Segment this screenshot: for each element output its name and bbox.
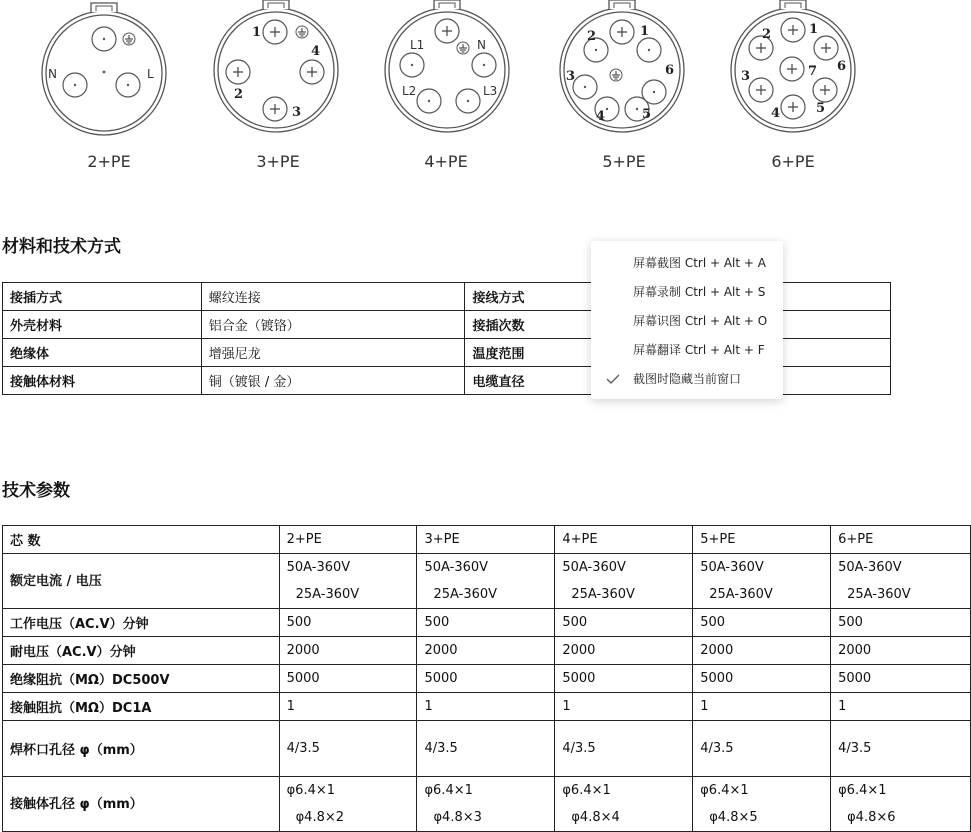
table-cell: 50A-360V 25A-360V (279, 554, 417, 609)
connector-label: 2+PE (87, 152, 131, 171)
table-cell: 2000 (831, 637, 971, 665)
table-cell: 4/3.5 (831, 721, 971, 777)
table-cell: 工作电压（AC.V）分钟 (3, 609, 280, 637)
params-table (2, 525, 971, 832)
table-cell: 接触体孔径 φ（mm） (3, 777, 280, 832)
table-row (3, 637, 971, 665)
table-cell: 50A-360V 25A-360V (555, 554, 693, 609)
table-cell: 5000 (831, 665, 971, 693)
connector-3pe (214, 0, 338, 132)
table-cell: 1 (831, 693, 971, 721)
svg-text:2: 2 (587, 29, 597, 44)
table-row (3, 609, 971, 637)
svg-text:4: 4 (771, 106, 781, 121)
menu-item-label: 截图时隐藏当前窗口 (633, 372, 742, 386)
table-cell: 绝缘阻抗（MΩ）DC500V (3, 665, 280, 693)
connector-label: 6+PE (771, 152, 815, 171)
svg-text:1: 1 (252, 25, 262, 40)
table-cell: 增强尼龙 (201, 339, 465, 367)
table-cell: 4/3.5 (417, 721, 555, 777)
table-header: 2+PE (279, 526, 417, 554)
table-cell: 绝缘体 (3, 339, 202, 367)
table-row (3, 777, 971, 832)
svg-text:N: N (477, 38, 486, 52)
table-cell: 2000 (417, 637, 555, 665)
screenshot-context-menu (591, 241, 783, 399)
pin-label-l: L (147, 67, 154, 81)
table-row (3, 721, 971, 777)
table-cell: 500 (417, 609, 555, 637)
svg-text:L3: L3 (483, 84, 498, 98)
table-cell: 电缆直径 (465, 367, 678, 395)
pin-label-n: N (48, 67, 57, 81)
svg-text:1: 1 (809, 22, 819, 37)
table-cell: 接触体材料 (3, 367, 202, 395)
table-cell: 1 (417, 693, 555, 721)
table-cell: 额定电流 / 电压 (3, 554, 280, 609)
table-cell: φ6.4×1 φ4.8×2 (279, 777, 417, 832)
svg-text:4: 4 (596, 109, 606, 124)
table-row (3, 693, 971, 721)
table-cell: 500 (279, 609, 417, 637)
table-row (3, 554, 971, 609)
table-cell: 4/3.5 (279, 721, 417, 777)
svg-text:1: 1 (640, 24, 650, 39)
table-cell: φ6.4×1 φ4.8×5 (693, 777, 831, 832)
table-cell: 500 (693, 609, 831, 637)
table-cell: 2000 (279, 637, 417, 665)
svg-text:5: 5 (816, 101, 826, 116)
table-cell: 2000 (555, 637, 693, 665)
table-cell: 4/3.5 (693, 721, 831, 777)
svg-text:5: 5 (642, 107, 652, 122)
svg-text:L1: L1 (410, 38, 425, 52)
table-header: 6+PE (831, 526, 971, 554)
table-cell: 1 (555, 693, 693, 721)
table-cell: 螺纹连接 (201, 283, 465, 311)
table-cell: 5000 (555, 665, 693, 693)
table-cell: φ6.4×1 φ4.8×6 (831, 777, 971, 832)
table-cell: 接插次数 (465, 311, 678, 339)
svg-text:L2: L2 (402, 84, 417, 98)
table-cell: 4/3.5 (555, 721, 693, 777)
table-cell: 接触阻抗（MΩ）DC1A (3, 693, 280, 721)
table-cell: 50A-360V 25A-360V (417, 554, 555, 609)
table-cell: φ6.4×1 φ4.8×3 (417, 777, 555, 832)
table-cell: 5000 (693, 665, 831, 693)
table-cell: 接线方式 (465, 283, 678, 311)
table-cell: 铜（镀银 / 金） (201, 367, 465, 395)
table-cell: φ6.4×1 φ4.8×4 (555, 777, 693, 832)
table-header: 4+PE (555, 526, 693, 554)
table-cell: 500 (831, 609, 971, 637)
table-cell: 500 (555, 609, 693, 637)
menu-item-screenshot[interactable]: 屏幕截图 Ctrl + Alt + A (633, 256, 766, 270)
check-icon (605, 365, 621, 394)
connector-4pe (385, 0, 509, 132)
table-cell: 焊杯口孔径 φ（mm） (3, 721, 280, 777)
svg-text:7: 7 (808, 64, 818, 79)
table-row (3, 526, 971, 554)
table-cell: 接插方式 (3, 283, 202, 311)
table-header: 5+PE (693, 526, 831, 554)
table-cell: 5000 (417, 665, 555, 693)
table-cell: 外壳材料 (3, 311, 202, 339)
svg-text:6: 6 (665, 63, 675, 78)
table-header: 芯 数 (3, 526, 280, 554)
svg-text:2: 2 (234, 87, 244, 102)
menu-item-screen-ocr[interactable]: 屏幕识图 Ctrl + Alt + O (633, 314, 768, 328)
table-cell: 50A-360V 25A-360V (831, 554, 971, 609)
menu-item-screen-translate[interactable]: 屏幕翻译 Ctrl + Alt + F (633, 343, 765, 357)
table-cell: 耐电压（AC.V）分钟 (3, 637, 280, 665)
svg-text:2: 2 (762, 27, 772, 42)
table-header: 3+PE (417, 526, 555, 554)
table-row (3, 665, 971, 693)
svg-text:3: 3 (292, 105, 302, 120)
table-cell: 1 (279, 693, 417, 721)
table-cell: 5000 (279, 665, 417, 693)
menu-item-hide-window[interactable] (591, 365, 783, 394)
svg-text:4: 4 (311, 44, 321, 59)
menu-item-screen-record[interactable]: 屏幕录制 Ctrl + Alt + S (633, 285, 766, 299)
connector-label: 4+PE (424, 152, 468, 171)
connector-diagrams (0, 0, 971, 200)
svg-text:3: 3 (566, 69, 576, 84)
svg-text:3: 3 (741, 69, 751, 84)
connector-label: 5+PE (602, 152, 646, 171)
svg-text:6: 6 (837, 59, 847, 74)
table-cell: 1 (693, 693, 831, 721)
table-cell: 铝合金（镀铬） (201, 311, 465, 339)
table-cell: 2000 (693, 637, 831, 665)
connector-label: 3+PE (256, 152, 300, 171)
materials-title: 材料和技术方式 (2, 237, 121, 257)
params-title: 技术参数 (2, 481, 70, 501)
table-cell: 温度范围 (465, 339, 678, 367)
table-cell: 50A-360V 25A-360V (693, 554, 831, 609)
